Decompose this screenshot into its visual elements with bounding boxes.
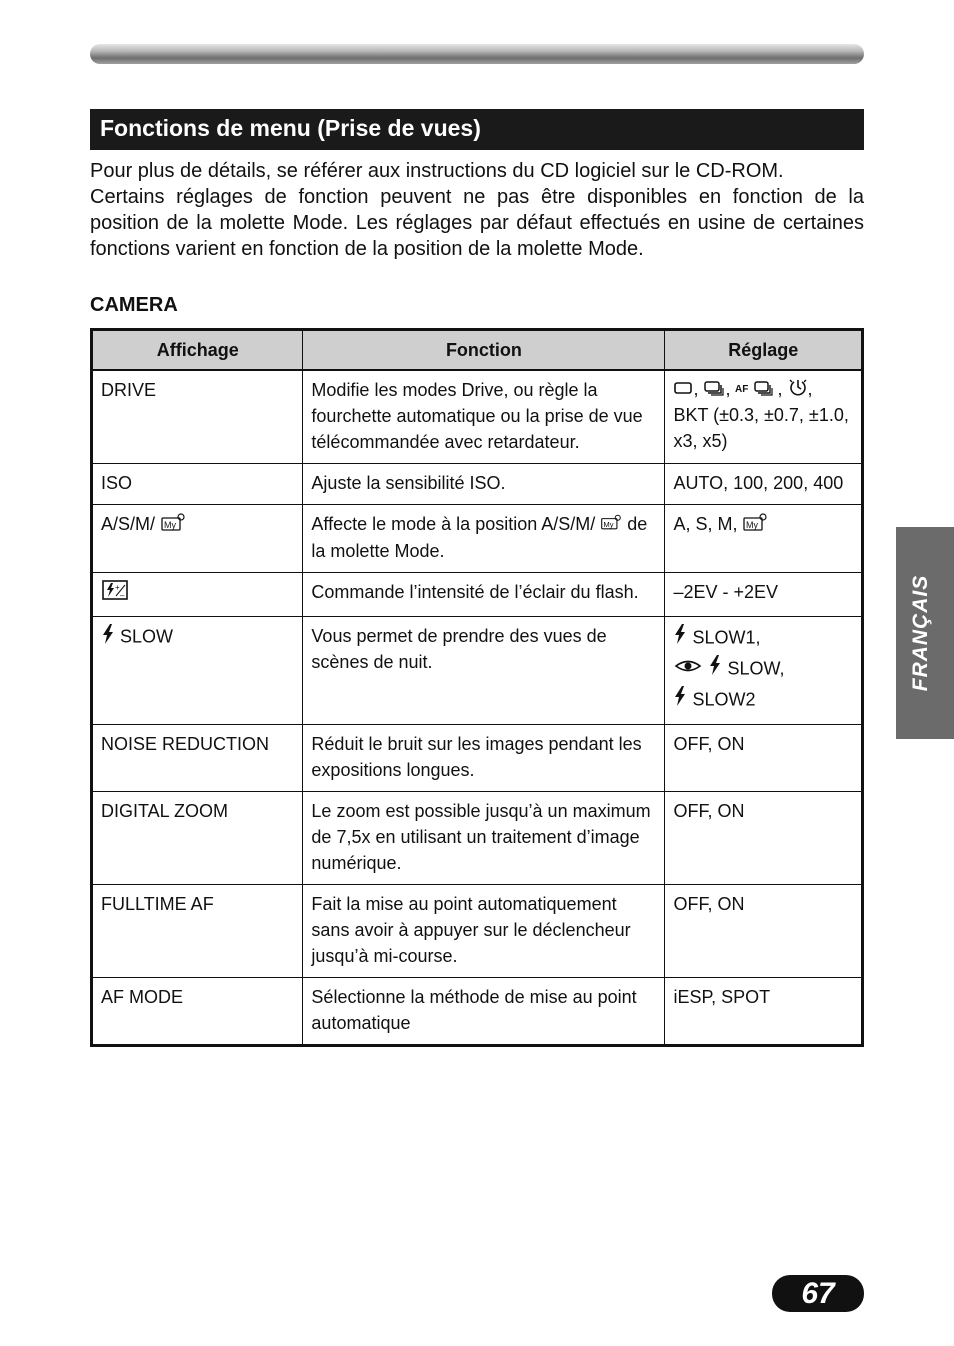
cell-affichage (92, 573, 303, 617)
cell-reglage: AUTO, 100, 200, 400 (665, 464, 863, 505)
slow1-text: SLOW1, (692, 627, 761, 648)
section-title: Fonctions de menu (Prise de vues) (90, 109, 864, 150)
cell-affichage: NOISE REDUCTION (92, 725, 303, 792)
flash-icon (101, 623, 115, 652)
drive-icons: , , AF , , (673, 377, 853, 402)
cell-fonction: Sélectionne la méthode de mise au point automatique (303, 978, 665, 1046)
header-bar (90, 44, 864, 64)
svg-text:+: + (115, 583, 120, 593)
cell-reglage: –2EV - +2EV (665, 573, 863, 617)
table-row (92, 885, 863, 978)
header-fonction: Fonction (303, 330, 665, 371)
my-mode-icon (600, 512, 622, 538)
table-row (92, 464, 863, 505)
af-sequential-icon (735, 378, 777, 402)
flash-intensity-icon (101, 579, 129, 608)
self-timer-icon (788, 378, 808, 402)
cell-fonction: Le zoom est possible jusqu’à un maximum de 7,5x en utilisant un traitement d’image numérique. (303, 792, 665, 885)
cell-fonction: Réduit le bruit sur les images pendant les expositions longues. (303, 725, 665, 792)
cell-affichage (92, 505, 303, 573)
cell-fonction: Commande l’intensité de l’éclair du flash. (303, 573, 665, 617)
slow2-text: SLOW2 (692, 689, 756, 710)
cell-affichage: DRIVE (92, 370, 303, 464)
header-reglage: Réglage (665, 330, 863, 371)
table-row (92, 978, 863, 1046)
fonction-asm-text-b: de la molette Mode. (311, 514, 648, 562)
cell-reglage (665, 617, 863, 725)
sequential-icon (703, 378, 725, 402)
cell-fonction: Ajuste la sensibilité ISO. (303, 464, 665, 505)
my-mode-icon (160, 512, 186, 539)
intro-text (90, 158, 864, 262)
cell-affichage: DIGITAL ZOOM (92, 792, 303, 885)
cell-affichage: FULLTIME AF (92, 885, 303, 978)
camera-heading: CAMERA (90, 294, 178, 316)
reglage-asm-text: A, S, M, (673, 514, 738, 534)
cell-fonction: Modifie les modes Drive, ou règle la fourchette automatique ou la prise de vue télécommandée avec retardateur. (303, 370, 665, 464)
intro-paragraph-1: Pour plus de détails, se référer aux instructions du CD logiciel sur le CD-ROM. (90, 160, 784, 182)
table-header-row (92, 330, 863, 371)
redeye-slow-line (673, 654, 853, 685)
svg-text:My: My (603, 520, 614, 530)
cell-affichage (92, 617, 303, 725)
svg-text:My: My (164, 519, 177, 530)
cell-reglage: iESP, SPOT (665, 978, 863, 1046)
drive-bkt-text: BKT (±0.3, ±0.7, ±1.0, x3, x5) (673, 405, 849, 452)
cell-fonction: Vous permet de prendre des vues de scènes de nuit. (303, 617, 665, 725)
flash-icon (673, 685, 687, 716)
cell-reglage: OFF, ON (665, 792, 863, 885)
cell-reglage (665, 505, 863, 573)
svg-text:–: – (120, 591, 125, 601)
language-side-tab (896, 527, 954, 739)
header-affichage: Affichage (92, 330, 303, 371)
affichage-asm-text: A/S/M/ (101, 514, 156, 534)
table-row (92, 792, 863, 885)
table-row (92, 370, 863, 464)
slow2-line (673, 685, 853, 716)
cell-reglage (665, 370, 863, 464)
affichage-slow-text: SLOW (120, 626, 174, 647)
single-frame-icon (673, 378, 693, 402)
camera-menu-table (90, 328, 864, 1047)
intro-paragraph-2: Certains réglages de fonction peuvent ne pas être disponibles en fonction de la position de la molette Mode. Les réglages par défaut effectués en usine de certaines fonctions varient en fonction de la position de la molette Mode. (90, 186, 864, 260)
slow-text: SLOW, (727, 658, 785, 679)
language-label: FRANÇAIS (909, 574, 932, 692)
svg-text:AF: AF (735, 384, 749, 396)
red-eye-icon (673, 655, 703, 684)
table-row (92, 505, 863, 573)
table-row (92, 725, 863, 792)
my-mode-icon (742, 512, 768, 539)
slow1-line (673, 623, 853, 654)
cell-affichage: AF MODE (92, 978, 303, 1046)
page-number: 67 (772, 1275, 864, 1312)
flash-icon (673, 623, 687, 654)
cell-reglage: OFF, ON (665, 885, 863, 978)
fonction-asm-text-a: Affecte le mode à la position A/S/M/ (311, 514, 596, 534)
cell-affichage: ISO (92, 464, 303, 505)
table-row (92, 573, 863, 617)
svg-text:My: My (746, 519, 759, 530)
cell-fonction: Fait la mise au point automatiquement sans avoir à appuyer sur le déclencheur jusqu’à mi-course. (303, 885, 665, 978)
cell-fonction (303, 505, 665, 573)
cell-reglage: OFF, ON (665, 725, 863, 792)
flash-icon (708, 654, 722, 685)
table-row (92, 617, 863, 725)
